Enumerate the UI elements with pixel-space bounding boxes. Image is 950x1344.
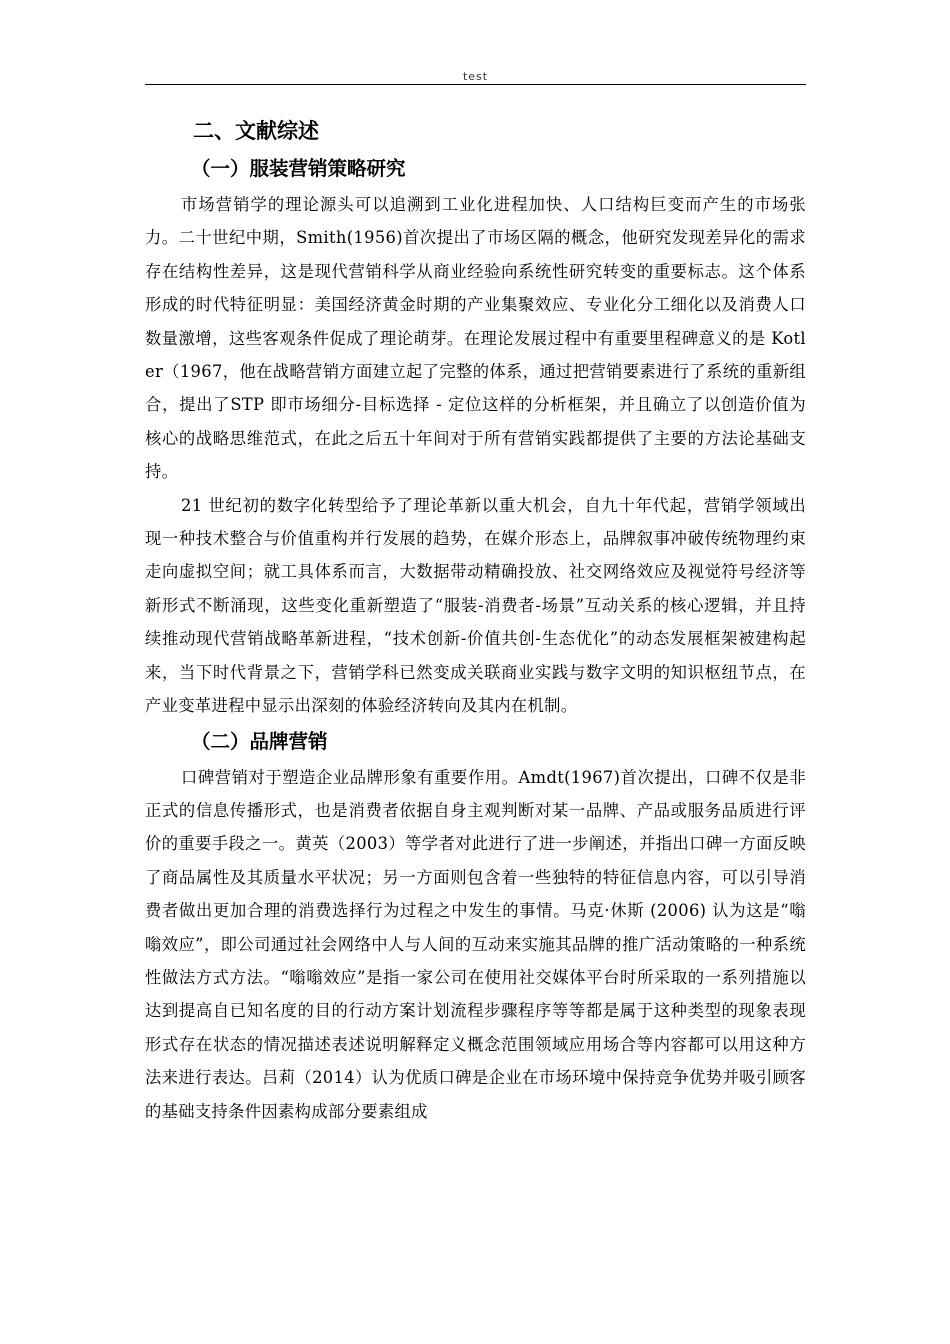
page-header: test — [462, 70, 489, 83]
paragraph-1-2: 21 世纪初的数字化转型给予了理论革新以重大机会，自九十年代起，营销学领域出现一种技术整合与价值重构并行发展的趋势，在媒介形态上，品牌叙事冲破传统物理约束走向虚拟空间；就工具体系而言，大数据带动精确投放、社交网络效应及视觉符号经济等新形式不断涌现，这些变化重新塑造了“服装-消费者-场景”互动关系的核心逻辑，并且持续推动现代营销战略革新进程，“技术创新-价值共创-生态优化”的动态发展框架被建构起来，当下时代背景之下，营销学科已然变成关联商业实践与数字文明的知识枢纽节点，在产业变革进程中显示出深刻的体验经济转向及其内在机制。 — [145, 495, 806, 716]
subsection-title-2: （二）品牌营销 — [191, 729, 328, 753]
subsection-title-1: （一）服装营销策略研究 — [191, 157, 406, 180]
paragraph-1-1: 市场营销学的理论源头可以追溯到工业化进程加快、人口结构巨变而产生的市场张力。二十世纪中期，Smith(1956)首次提出了市场区隔的概念，他研究发现差异化的需求存在结构性差异，这是现代营销科学从商业经验向系统性研究转变的重要标志。这个体系形成的时代特征明显：美国经济黄金时期的产业集聚效应、专业化分工细化以及消费人口数量激增，这些客观条件促成了理论萌芽。在理论发展过程中有重要里程碑意义的是 Kotler（1967，他在战略营销方面建立起了完整的体系，通过把营销要素进行了系统的重新组合，提出了STP 即市场细分-目标选择 - 定位这样的分析框架，并且确立了以创造价值为核心的战略思维范式，在此之后五十年间对于所有营销实践都提供了主要的方法论基础支持。 — [145, 195, 806, 482]
header-divider — [145, 84, 806, 85]
page-body — [145, 112, 806, 1128]
paragraph-2-1: 口碑营销对于塑造企业品牌形象有重要作用。Amdt(1967)首次提出，口碑不仅是非正式的信息传播形式，也是消费者依据自身主观判断对某一品牌、产品或服务品质进行评价的重要手段之一。黄英（2003）等学者对此进行了进一步阐述，并指出口碑一方面反映了商品属性及其质量水平状况；另一方面则包含着一些独特的特征信息内容，可以引导消费者做出更加合理的消费选择行为过程之中发生的事情。马克·休斯 (2006) 认为这是“嗡嗡效应”，即公司通过社会网络中人与人间的互动来实施其品牌的推广活动策略的一种系统性做法方式方法。“嗡嗡效应”是指一家公司在使用社交媒体平台时所采取的一系列措施以达到提高自已知名度的目的行动方案计划流程步骤程序等等都是属于这种类型的现象表现形式存在状态的情况描述表述说明解释定义概念范围领域应用场合等内容都可以用这种方法来进行表达。吕莉（2014）认为优质口碑是企业在市场环境中保持竞争优势并吸引顾客的基础支持条件因素构成部分要素组成 — [145, 767, 806, 1121]
section-title: 二、文献综述 — [193, 119, 319, 143]
